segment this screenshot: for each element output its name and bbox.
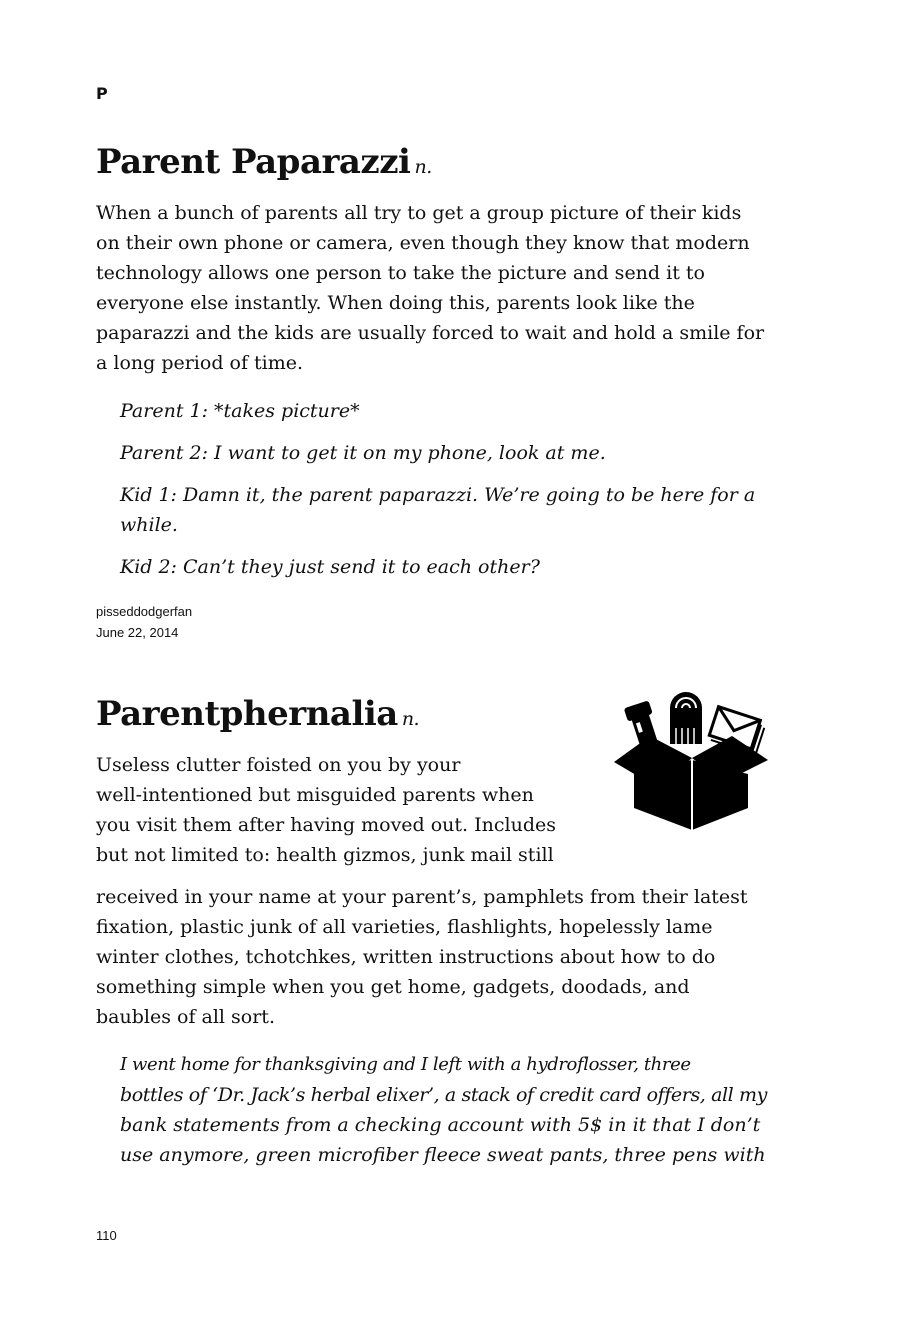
- definition-line: Useless clutter foisted on you by your: [96, 754, 461, 776]
- author-name: pisseddodgerfan: [96, 604, 193, 619]
- example-text: bank statements from a checking account with 5$ in it that I don’t: [120, 1114, 761, 1136]
- definition-line: well-intentioned but misguided parents when: [96, 784, 534, 806]
- part-of-speech: n.: [401, 708, 420, 730]
- entry-title-text: Parent Paparazzi: [96, 142, 411, 182]
- definition-line: fixation, plastic junk of all varieties, flashlights, hopelessly lame: [96, 916, 713, 938]
- definition-line: paparazzi and the kids are usually forced to wait and hold a smile for: [96, 322, 765, 344]
- entry-title-text: Parentphernalia: [96, 694, 398, 734]
- example-text: Kid 1: Damn it, the parent paparazzi. We’re going to be here for a: [120, 484, 756, 506]
- entry-definition: [96, 198, 764, 378]
- entry-byline: [96, 601, 192, 643]
- example-text: Kid 2: Can’t they just send it to each other?: [120, 556, 540, 578]
- definition-line: technology allows one person to take the picture and send it to: [96, 262, 705, 284]
- page-number: 110: [96, 1228, 117, 1243]
- entry-title-parent-paparazzi: [96, 142, 432, 187]
- example-block: [120, 1050, 767, 1170]
- entry-definition: [96, 750, 556, 870]
- box-of-stuff-icon: [612, 690, 770, 832]
- definition-line: winter clothes, tchotchkes, written instructions about how to do: [96, 946, 716, 968]
- example-text: bottles of ‘Dr. Jack’s herbal elixer’, a stack of credit card offers, all my: [120, 1084, 767, 1106]
- definition-line: received in your name at your parent’s, pamphlets from their latest: [96, 886, 748, 908]
- example-line-1: [120, 396, 360, 426]
- entry-date: June 22, 2014: [96, 625, 179, 640]
- example-text: Parent 1: *takes picture*: [120, 400, 360, 422]
- example-text: I went home for thanksgiving and I left with a hydroflosser, three: [120, 1054, 691, 1075]
- example-line-2: [120, 438, 606, 468]
- definition-line: baubles of all sort.: [96, 1006, 275, 1028]
- entry-definition-continued: [96, 882, 748, 1032]
- example-text: while.: [120, 514, 178, 536]
- definition-line: but not limited to: health gizmos, junk mail still: [96, 844, 554, 866]
- example-text: use anymore, green microfiber fleece sweat pants, three pens with: [120, 1144, 766, 1166]
- section-letter: P: [96, 84, 108, 103]
- example-line-3: [120, 480, 755, 540]
- definition-line: everyone else instantly. When doing this, parents look like the: [96, 292, 695, 314]
- definition-line: something simple when you get home, gadgets, doodads, and: [96, 976, 690, 998]
- definition-line: on their own phone or camera, even though they know that modern: [96, 232, 750, 254]
- definition-line: a long period of time.: [96, 352, 304, 374]
- part-of-speech: n.: [414, 156, 432, 178]
- example-line-4: [120, 552, 540, 582]
- example-text: Parent 2: I want to get it on my phone, look at me.: [120, 442, 606, 464]
- definition-line: When a bunch of parents all try to get a group picture of their kids: [96, 202, 742, 224]
- definition-line: you visit them after having moved out. Includes: [96, 814, 556, 836]
- entry-title-parentphernalia: [96, 694, 419, 739]
